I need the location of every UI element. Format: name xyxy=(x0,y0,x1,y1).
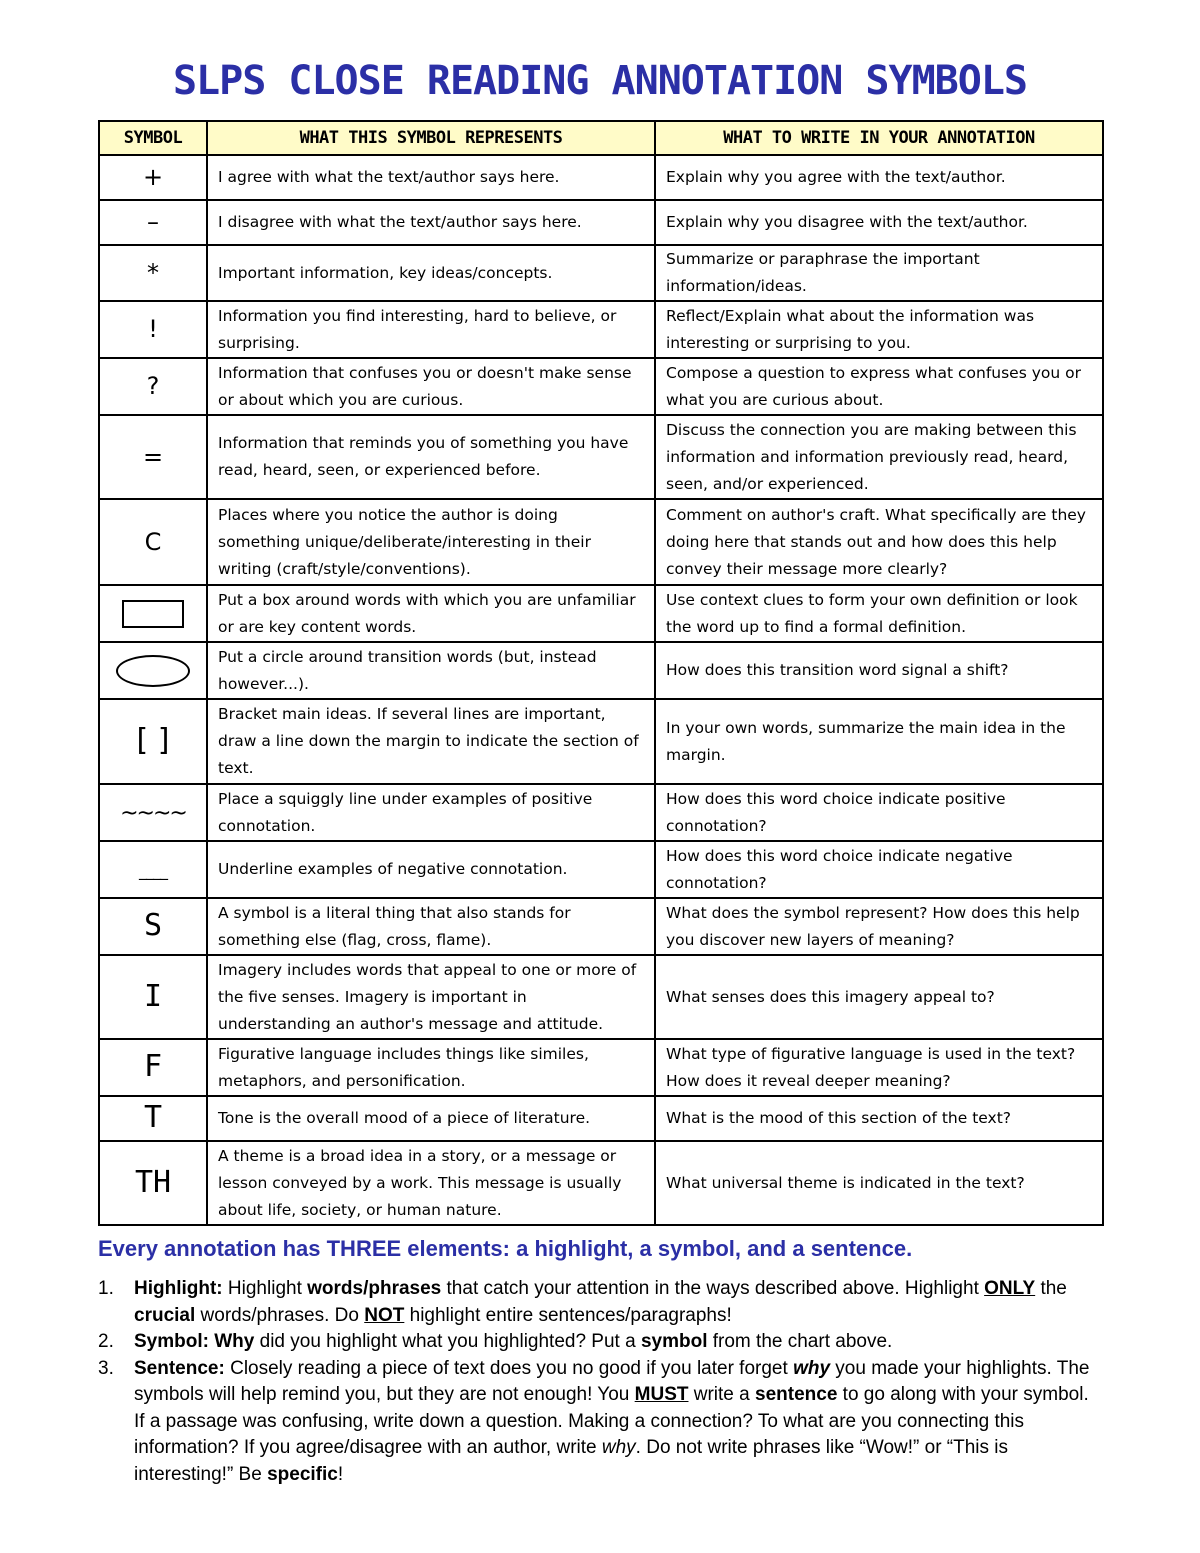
table-row xyxy=(99,1096,1103,1141)
write-cell: How does this word choice indicate positive connotation? xyxy=(655,784,1103,841)
rectangle-box-icon xyxy=(122,600,184,628)
step-text: write a xyxy=(688,1384,756,1405)
represents-cell: Put a box around words with which you are unfamiliar or are key content words. xyxy=(207,585,655,642)
represents-cell: Important information, key ideas/concepts. xyxy=(207,245,655,301)
step-bold: crucial xyxy=(134,1304,196,1326)
symbol-cell xyxy=(99,898,207,955)
list-item-symbol xyxy=(98,1329,1098,1356)
step-bold: words/phrases xyxy=(307,1278,442,1299)
step-emphasis: MUST xyxy=(634,1384,689,1405)
symbol-cell xyxy=(99,841,207,898)
oval-circle-icon xyxy=(116,655,190,687)
represents-cell: I agree with what the text/author says here. xyxy=(207,155,655,200)
table-row xyxy=(99,358,1103,415)
table-row xyxy=(99,415,1103,499)
step-bold: Why xyxy=(208,1331,255,1352)
symbol-cell xyxy=(99,699,207,784)
page-title: SLPS CLOSE READING ANNOTATION SYMBOLS xyxy=(172,58,1028,104)
table-row xyxy=(99,841,1103,898)
symbol-cell xyxy=(99,415,207,499)
represents-cell: A symbol is a literal thing that also stands for something else (flag, cross, flame). xyxy=(207,898,655,955)
bracket-symbol: [ ] xyxy=(136,723,170,758)
represents-cell: Put a circle around transition words (but, instead however...). xyxy=(207,642,655,699)
step-text: highlight entire sentences/paragraphs! xyxy=(404,1304,732,1326)
write-cell: What type of figurative language is used in the text? How does it reveal deeper meaning? xyxy=(655,1039,1103,1096)
column-header-represents: WHAT THIS SYMBOL REPRESENTS xyxy=(207,121,655,155)
list-item-sentence xyxy=(98,1356,1098,1489)
table-row xyxy=(99,784,1103,841)
step-bold-italic: why xyxy=(793,1357,831,1379)
write-cell: Explain why you agree with the text/author. xyxy=(655,155,1103,200)
symbol-cell xyxy=(99,200,207,245)
symbol-cell xyxy=(99,784,207,841)
write-cell: Summarize or paraphrase the important information/ideas. xyxy=(655,245,1103,301)
write-cell: Use context clues to form your own definition or look the word up to find a formal definition. xyxy=(655,585,1103,642)
step-text: to go along with your symbol. If a passage was confusing, write down a question. Making a connection? To what are you connecting this information? If you agree/disagree with an author, write xyxy=(134,1384,1089,1458)
step-emphasis: NOT xyxy=(364,1304,405,1326)
step-label: Sentence: xyxy=(134,1357,225,1379)
write-cell: How does this transition word signal a shift? xyxy=(655,642,1103,699)
represents-cell: A theme is a broad idea in a story, or a message or lesson conveyed by a work. This message is usually about life, society, or human nature. xyxy=(207,1141,655,1225)
symbol-cell xyxy=(99,1039,207,1096)
symbol-cell xyxy=(99,955,207,1039)
step-label: Symbol: xyxy=(134,1331,209,1352)
symbol-cell xyxy=(99,1141,207,1225)
symbol-cell xyxy=(99,358,207,415)
c-craft-symbol: C xyxy=(144,527,162,556)
equals-symbol: = xyxy=(142,442,164,471)
symbol-cell xyxy=(99,301,207,358)
step-bold: specific xyxy=(267,1463,338,1485)
i-symbol: I xyxy=(143,978,163,1014)
step-text: Closely reading a piece of text does you no good if you later forget xyxy=(224,1357,794,1379)
step-bold: sentence xyxy=(755,1384,838,1405)
question-symbol: ? xyxy=(146,372,160,400)
represents-cell: Bracket main ideas. If several lines are important, draw a line down the margin to indicate the section of text. xyxy=(207,699,655,784)
f-symbol: F xyxy=(143,1049,163,1084)
minus-symbol: – xyxy=(147,208,159,236)
table-row xyxy=(99,955,1103,1039)
elements-heading: Every annotation has THREE elements: a highlight, a symbol, and a sentence. xyxy=(98,1236,913,1261)
write-cell: How does this word choice indicate negative connotation? xyxy=(655,841,1103,898)
t-symbol: T xyxy=(143,1100,163,1135)
represents-cell: Information that reminds you of something you have read, heard, seen, or experienced before. xyxy=(207,415,655,499)
plus-symbol: + xyxy=(142,163,164,191)
step-number: 3. xyxy=(98,1357,114,1379)
write-cell: In your own words, summarize the main idea in the margin. xyxy=(655,699,1103,784)
table-row xyxy=(99,585,1103,642)
represents-cell: Information you find interesting, hard to believe, or surprising. xyxy=(207,301,655,358)
step-text: ! xyxy=(337,1463,344,1485)
step-text: you made your highlights. The symbols will help remind you, but they are not enough! You xyxy=(134,1357,1090,1405)
write-cell: Comment on author's craft. What specifically are they doing here that stands out and how does this help convey their message more clearly? xyxy=(655,499,1103,585)
table-header-row xyxy=(99,121,1103,155)
table-row xyxy=(99,200,1103,245)
step-text: from the chart above. xyxy=(707,1331,893,1352)
th-symbol: TH xyxy=(134,1164,172,1200)
asterisk-symbol: * xyxy=(147,258,159,287)
underline-symbol: ____ xyxy=(139,861,167,880)
write-cell: What senses does this imagery appeal to? xyxy=(655,955,1103,1039)
column-header-symbol: SYMBOL xyxy=(99,121,207,155)
step-italic: why xyxy=(601,1437,636,1458)
step-text: that catch your attention in the ways described above. Highlight xyxy=(441,1278,985,1299)
step-text: words/phrases. Do xyxy=(195,1304,365,1326)
table-row xyxy=(99,699,1103,784)
step-text: the xyxy=(1035,1278,1067,1299)
step-number: 2. xyxy=(98,1331,114,1352)
represents-cell: Places where you notice the author is doing something unique/deliberate/interesting in their writing (craft/style/conventions). xyxy=(207,499,655,585)
symbol-cell xyxy=(99,245,207,301)
table-row xyxy=(99,301,1103,358)
represents-cell: Tone is the overall mood of a piece of literature. xyxy=(207,1096,655,1141)
step-text: did you highlight what you highlighted? Put a xyxy=(254,1331,641,1352)
list-item-highlight xyxy=(98,1276,1098,1329)
symbol-cell xyxy=(99,499,207,585)
step-number: 1. xyxy=(98,1278,114,1299)
step-text: Highlight xyxy=(222,1278,308,1299)
table-row xyxy=(99,245,1103,301)
table-row xyxy=(99,499,1103,585)
write-cell: Reflect/Explain what about the information was interesting or surprising to you. xyxy=(655,301,1103,358)
s-symbol: S xyxy=(143,908,163,943)
table-row xyxy=(99,642,1103,699)
represents-cell: Figurative language includes things like similes, metaphors, and personification. xyxy=(207,1039,655,1096)
step-bold: symbol xyxy=(640,1331,708,1352)
symbol-cell xyxy=(99,1096,207,1141)
table-row xyxy=(99,1141,1103,1225)
column-header-write: WHAT TO WRITE IN YOUR ANNOTATION xyxy=(655,121,1103,155)
exclamation-symbol: ! xyxy=(148,315,158,343)
table-row xyxy=(99,1039,1103,1096)
represents-cell: Information that confuses you or doesn't make sense or about which you are curious. xyxy=(207,358,655,415)
write-cell: Compose a question to express what confuses you or what you are curious about. xyxy=(655,358,1103,415)
annotation-symbols-table xyxy=(98,120,1104,1226)
step-emphasis: ONLY xyxy=(984,1278,1036,1299)
represents-cell: Underline examples of negative connotation. xyxy=(207,841,655,898)
annotation-steps-list xyxy=(98,1276,1098,1488)
table-row xyxy=(99,898,1103,955)
represents-cell: Imagery includes words that appeal to one or more of the five senses. Imagery is important in understanding an author's message and attitude. xyxy=(207,955,655,1039)
write-cell: What universal theme is indicated in the text? xyxy=(655,1141,1103,1225)
write-cell: What does the symbol represent? How does this help you discover new layers of meaning? xyxy=(655,898,1103,955)
squiggly-line-symbol: ~~~~ xyxy=(120,800,186,826)
symbol-cell xyxy=(99,155,207,200)
write-cell: Explain why you disagree with the text/author. xyxy=(655,200,1103,245)
represents-cell: I disagree with what the text/author says here. xyxy=(207,200,655,245)
table-row xyxy=(99,155,1103,200)
step-text: . Do not write phrases like “Wow!” or “This is interesting!” Be xyxy=(134,1437,1009,1485)
write-cell: Discuss the connection you are making between this information and information previously read, heard, seen, and/or experienced. xyxy=(655,415,1103,499)
symbol-cell xyxy=(99,642,207,699)
represents-cell: Place a squiggly line under examples of positive connotation. xyxy=(207,784,655,841)
step-label: Highlight: xyxy=(134,1278,223,1299)
symbol-cell xyxy=(99,585,207,642)
write-cell: What is the mood of this section of the text? xyxy=(655,1096,1103,1141)
